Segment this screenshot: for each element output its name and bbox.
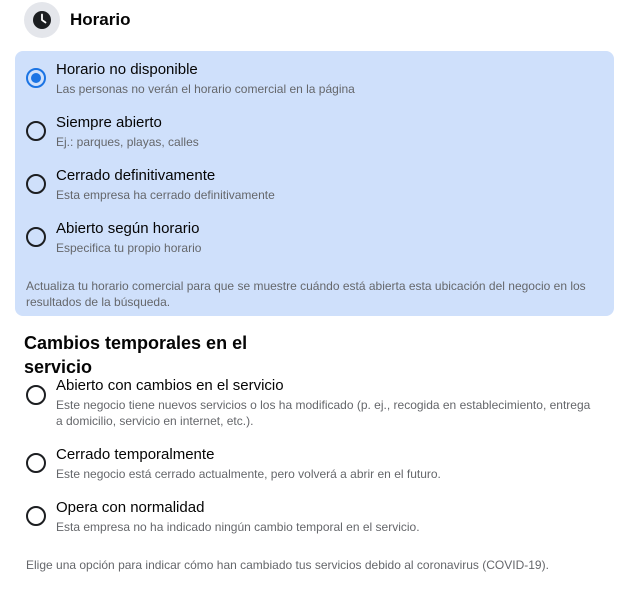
page-title: Horario [70,10,131,29]
radio-open-with-changes[interactable] [26,385,46,405]
option-description: Ej.: parques, playas, calles [56,135,199,149]
radio-operating-normally[interactable] [26,506,46,526]
option-title: Abierto según horario [56,220,200,237]
option-description: Las personas no verán el horario comercial en la página [56,82,355,96]
section-title-temporary-changes: Cambios temporales en el servicio [24,333,248,377]
temporary-options-group [15,0,614,594]
option-title: Siempre abierto [56,114,162,131]
temporary-footnote: Elige una opción para indicar cómo han cambiado tus servicios debido al coronavirus (COVID-19). [26,558,549,572]
option-description: Este negocio tiene nuevos servicios o los ha modificado (p. ej., recogida en establecimiento, entrega a domicilio, servicio en internet, etc.). [56,398,591,428]
option-title: Cerrado definitivamente [56,167,216,184]
option-title: Cerrado temporalmente [56,446,215,463]
option-title: Opera con normalidad [56,499,205,516]
option-title: Horario no disponible [56,61,198,78]
option-description: Esta empresa no ha indicado ningún cambio temporal en el servicio. [56,520,420,534]
option-description: Esta empresa ha cerrado definitivamente [56,188,275,202]
option-description: Especifica tu propio horario [56,241,202,255]
radio-temporarily-closed[interactable] [26,453,46,473]
option-description: Este negocio está cerrado actualmente, pero volverá a abrir en el futuro. [56,467,441,481]
option-title: Abierto con cambios en el servicio [56,377,284,394]
hours-footnote: Actualiza tu horario comercial para que se muestre cuándo está abierta esta ubicación del negocio en los resultados de la búsqueda. [26,279,586,309]
